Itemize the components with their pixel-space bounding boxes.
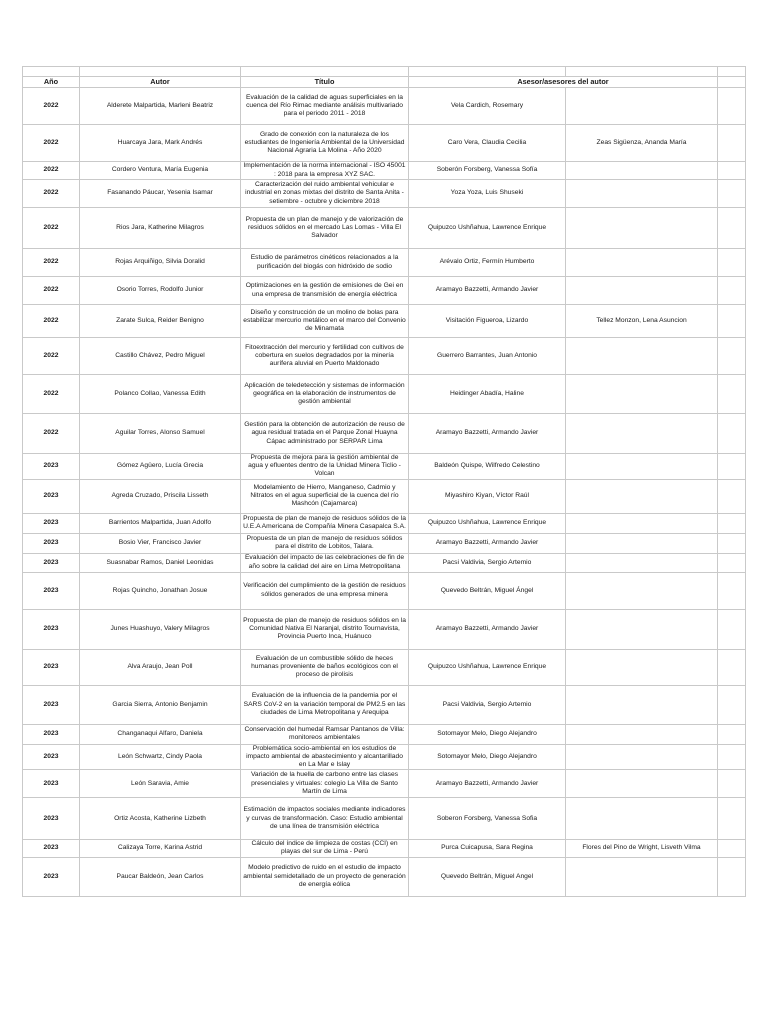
title-cell: Implementación de la norma internacional - ISO 45001 : 2018 para la empresa XYZ SAC. [241,162,409,180]
co-advisor-cell [566,649,718,685]
title-cell: Gestión para la obtención de autorización de reuso de agua residual tratada en el Parque Zonal Huayna Cápac administrado por SERPAR Lima [241,414,409,454]
table-row [23,513,746,533]
empty-cell [718,798,746,840]
empty-cell [23,67,80,77]
title-cell: Caracterización del ruido ambiental vehicular e industrial en zonas mixtas del distrito de Santa Anita - setiembre - octubre y diciembre 2018 [241,180,409,208]
advisor-cell: Miyashiro Kiyan, Víctor Raúl [409,479,566,513]
advisor-cell: Quipuzco Ushñahua, Lawrence Enrique [409,208,566,249]
year-cell: 2022 [23,180,80,208]
title-cell: Cálculo del índice de limpieza de costas (CCI) en playas del sur de Lima - Perú [241,840,409,857]
table-row [23,685,746,724]
author-cell: León Saravia, Amie [80,770,241,798]
advisor-cell: Pacsi Valdivia, Sergio Artemio [409,685,566,724]
empty-cell [718,338,746,375]
year-cell: 2022 [23,162,80,180]
advisor-cell: Yoza Yoza, Luis Shuseki [409,180,566,208]
title-cell: Propuesta de mejora para la gestión ambiental de agua y efluentes dentro de la Unidad Minera Ticlio - Volcan [241,454,409,480]
empty-cell [718,375,746,414]
advisor-cell: Sotomayor Melo, Diego Alejandro [409,744,566,770]
author-cell: Rios Jara, Katherine Milagros [80,208,241,249]
title-cell: Evaluación del impacto de las celebraciones de fin de año sobre la calidad del aire en Lima Metropolitana [241,553,409,572]
empty-cell [718,77,746,88]
author-cell: Changanaqui Alfaro, Daniela [80,724,241,744]
table-row [23,338,746,375]
co-advisor-cell [566,744,718,770]
title-cell: Problemática socio-ambiental en los estudios de impacto ambiental de abastecimiento y alcantarillado en La Mar e Islay [241,744,409,770]
year-cell: 2023 [23,744,80,770]
year-cell: 2022 [23,208,80,249]
empty-cell [718,744,746,770]
table-row [23,88,746,125]
year-cell: 2023 [23,454,80,480]
co-advisor-cell [566,513,718,533]
year-cell: 2023 [23,513,80,533]
advisor-cell: Aramayo Bazzetti, Armando Javier [409,277,566,305]
table-row [23,724,746,744]
co-advisor-cell [566,454,718,480]
table-row [23,208,746,249]
table-row [23,414,746,454]
thesis-table [22,66,746,897]
year-cell: 2023 [23,479,80,513]
title-cell: Fitoextracción del mercurio y fertilidad con cultivos de cobertura en suelos degradados por la minería aurífera aluvial en Puerto Maldonado [241,338,409,375]
empty-cell [718,685,746,724]
co-advisor-cell [566,162,718,180]
table-row [23,857,746,896]
co-advisor-cell [566,375,718,414]
empty-cell [718,208,746,249]
empty-cell [718,67,746,77]
author-cell: Suasnabar Ramos, Daniel Leonidas [80,553,241,572]
year-cell: 2022 [23,249,80,277]
empty-cell [80,67,241,77]
title-cell: Evaluación de la influencia de la pandemia por el SARS CoV-2 en la variación temporal de PM2.5 en las ciudades de Lima Metropolitana y Arequipa [241,685,409,724]
author-cell: Fasanando Páucar, Yesenia Isamar [80,180,241,208]
co-advisor-cell [566,208,718,249]
advisor-cell: Quipuzco Ushñahua, Lawrence Enrique [409,649,566,685]
advisor-cell: Pacsi Valdivia, Sergio Artemio [409,553,566,572]
year-cell: 2023 [23,724,80,744]
advisor-cell: Soberon Forsberg, Vanessa Sofia [409,798,566,840]
table-row [23,277,746,305]
year-cell: 2022 [23,338,80,375]
year-cell: 2022 [23,88,80,125]
empty-cell [718,249,746,277]
co-advisor-cell [566,798,718,840]
author-cell: Gómez Agüero, Lucía Grecia [80,454,241,480]
co-advisor-cell: Zeas Sigüenza, Ananda María [566,125,718,162]
empty-cell [718,454,746,480]
author-cell: Zarate Sulca, Reider Benigno [80,305,241,338]
table-row [23,125,746,162]
empty-cell [718,513,746,533]
co-advisor-cell [566,770,718,798]
empty-cell [718,649,746,685]
year-cell: 2023 [23,685,80,724]
advisor-cell: Quevedo Beltrán, Miguel Angel [409,857,566,896]
table-row [23,572,746,609]
author-cell: Agreda Cruzado, Priscila Lisseth [80,479,241,513]
advisor-cell: Aramayo Bazzetti, Armando Javier [409,414,566,454]
table-row [23,375,746,414]
advisor-cell: Vela Cardich, Rosemary [409,88,566,125]
co-advisor-cell [566,88,718,125]
author-cell: Alva Araujo, Jean Poll [80,649,241,685]
author-cell: Junes Huashuyo, Valery Milagros [80,609,241,649]
title-cell: Propuesta de un plan de manejo de residuos sólidos para el distrito de Lobitos, Talara. [241,533,409,553]
author-cell: Bosio Vier, Francisco Javier [80,533,241,553]
title-cell: Evaluación de la calidad de aguas superficiales en la cuenca del Río Rimac mediante análisis multivariado para el periodo 2011 - 2018 [241,88,409,125]
advisor-cell: Aramayo Bazzetti, Armando Javier [409,609,566,649]
advisor-cell: Sotomayor Melo, Diego Alejandro [409,724,566,744]
advisor-cell: Caro Vera, Claudia Cecilia [409,125,566,162]
advisor-cell: Guerrero Barrantes, Juan Antonio [409,338,566,375]
table-row [23,305,746,338]
empty-cell [718,724,746,744]
title-cell: Propuesta de plan de manejo de residuos sólidos en la Comunidad Nativa El Naranjal, distrito Tournavista, Provincia Puerto Inca, Huánuco [241,609,409,649]
title-cell: Variación de la huella de carbono entre las clases presenciales y virtuales: colegio La Villa de Santo Martín de Lima [241,770,409,798]
header-year: Año [23,77,80,88]
advisor-cell: Purca Cuicapusa, Sara Regina [409,840,566,857]
author-cell: León Schwartz, Cindy Paola [80,744,241,770]
co-advisor-cell: Flores del Pino de Wright, Lisveth Vilma [566,840,718,857]
author-cell: Castillo Chávez, Pedro Miguel [80,338,241,375]
advisor-cell: Aramayo Bazzetti, Armando Javier [409,770,566,798]
advisor-cell: Quevedo Beltrán, Miguel Ángel [409,572,566,609]
table-row [23,609,746,649]
thesis-table-container [22,66,745,897]
table-row [23,798,746,840]
author-cell: Rojas Quincho, Jonathan Josue [80,572,241,609]
empty-cell [718,277,746,305]
table-row [23,454,746,480]
empty-cell [718,609,746,649]
table-row [23,553,746,572]
year-cell: 2023 [23,572,80,609]
title-cell: Grado de conexión con la naturaleza de los estudiantes de Ingeniería Ambiental de la Universidad Nacional Agraria La Molina - Año 2020 [241,125,409,162]
title-cell: Propuesta de plan de manejo de residuos sólidos de la U.E.A Americana de Compañía Minera Casapalca S.A. [241,513,409,533]
year-cell: 2022 [23,305,80,338]
empty-cell [241,67,409,77]
header-advisors: Asesor/asesores del autor [409,77,718,88]
author-cell: Aguilar Torres, Alonso Samuel [80,414,241,454]
author-cell: Garcia Sierra, Antonio Benjamin [80,685,241,724]
co-advisor-cell [566,414,718,454]
title-cell: Evaluación de un combustible sólido de heces humanas proveniente de baños ecológicos con el proceso de pirolisis [241,649,409,685]
advisor-cell: Quipuzco Ushñahua, Lawrence Enrique [409,513,566,533]
empty-cell [718,770,746,798]
year-cell: 2022 [23,375,80,414]
table-row [23,649,746,685]
title-cell: Modelamiento de Hierro, Manganeso, Cadmio y Nitratos en el agua superficial de la cuenca del río Mashcón (Cajamarca) [241,479,409,513]
advisor-cell: Baldeón Quispe, Wilfredo Celestino [409,454,566,480]
empty-cell [718,533,746,553]
co-advisor-cell [566,553,718,572]
table-row [23,162,746,180]
title-cell: Estudio de parámetros cinéticos relacionados a la purificación del biogás con hidróxido de sodio [241,249,409,277]
year-cell: 2023 [23,770,80,798]
header-author: Autor [80,77,241,88]
advisor-cell: Soberón Forsberg, Vanessa Sofía [409,162,566,180]
empty-cell [566,67,718,77]
co-advisor-cell [566,609,718,649]
empty-cell [718,840,746,857]
year-cell: 2023 [23,840,80,857]
co-advisor-cell [566,338,718,375]
empty-cell [718,479,746,513]
author-cell: Cordero Ventura, María Eugenia [80,162,241,180]
empty-cell [718,162,746,180]
co-advisor-cell [566,180,718,208]
title-cell: Conservación del humedal Ramsar Pantanos de Villa: monitoreos ambientales [241,724,409,744]
year-cell: 2022 [23,414,80,454]
title-cell: Diseño y construcción de un molino de bolas para estabilizar mercurio metálico en el marco del Convenio de Minamata [241,305,409,338]
author-cell: Osorio Torres, Rodolfo Junior [80,277,241,305]
year-cell: 2023 [23,857,80,896]
year-cell: 2023 [23,533,80,553]
co-advisor-cell [566,857,718,896]
empty-cell [718,305,746,338]
co-advisor-cell [566,249,718,277]
author-cell: Rojas Arquiñigo, Silvia Doralid [80,249,241,277]
empty-cell [718,857,746,896]
title-cell: Optimizaciones en la gestión de emisiones de Gei en una empresa de transmisión de energía eléctrica [241,277,409,305]
advisor-cell: Aramayo Bazzetti, Armando Javier [409,533,566,553]
title-cell: Modelo predictivo de ruido en el estudio de impacto ambiental semidetallado de un proyecto de generación de energía eólica [241,857,409,896]
title-cell: Verificación del cumplimiento de la gestión de residuos sólidos generados de una empresa minera [241,572,409,609]
year-cell: 2022 [23,277,80,305]
author-cell: Alderete Malpartida, Marleni Beatriz [80,88,241,125]
year-cell: 2023 [23,649,80,685]
author-cell: Barrientos Malpartida, Juan Adolfo [80,513,241,533]
table-row [23,770,746,798]
header-row [23,77,746,88]
co-advisor-cell: Tellez Monzon, Lena Asuncion [566,305,718,338]
co-advisor-cell [566,277,718,305]
co-advisor-cell [566,572,718,609]
year-cell: 2022 [23,125,80,162]
title-cell: Propuesta de un plan de manejo y de valorización de residuos sólidos en el mercado Las Lomas - Villa El Salvador [241,208,409,249]
author-cell: Ortiz Acosta, Katherine Lizbeth [80,798,241,840]
author-cell: Calizaya Torre, Karina Astrid [80,840,241,857]
empty-cell [718,180,746,208]
empty-cell [718,572,746,609]
co-advisor-cell [566,533,718,553]
co-advisor-cell [566,479,718,513]
table-row [23,533,746,553]
title-cell: Estimación de impactos sociales mediante indicadores y curvas de transformación. Caso: Estudio ambiental de una línea de transmisión eléctrica [241,798,409,840]
empty-cell [718,414,746,454]
table-row [23,744,746,770]
empty-cell [718,88,746,125]
empty-cell [409,67,566,77]
title-cell: Aplicación de teledetección y sistemas de información geográfica en la elaboración de instrumentos de gestión ambiental [241,375,409,414]
author-cell: Polanco Collao, Vanessa Edith [80,375,241,414]
empty-cell [718,125,746,162]
advisor-cell: Visitación Figueroa, Lizardo [409,305,566,338]
author-cell: Paucar Baldeón, Jean Carlos [80,857,241,896]
blank-row [23,67,746,77]
year-cell: 2023 [23,609,80,649]
table-row [23,479,746,513]
co-advisor-cell [566,724,718,744]
advisor-cell: Arévalo Ortiz, Fermín Humberto [409,249,566,277]
header-title: Título [241,77,409,88]
co-advisor-cell [566,685,718,724]
table-row [23,180,746,208]
empty-cell [718,553,746,572]
advisor-cell: Heidinger Abadía, Haline [409,375,566,414]
table-row [23,840,746,857]
year-cell: 2023 [23,553,80,572]
author-cell: Huarcaya Jara, Mark Andrés [80,125,241,162]
year-cell: 2023 [23,798,80,840]
table-row [23,249,746,277]
